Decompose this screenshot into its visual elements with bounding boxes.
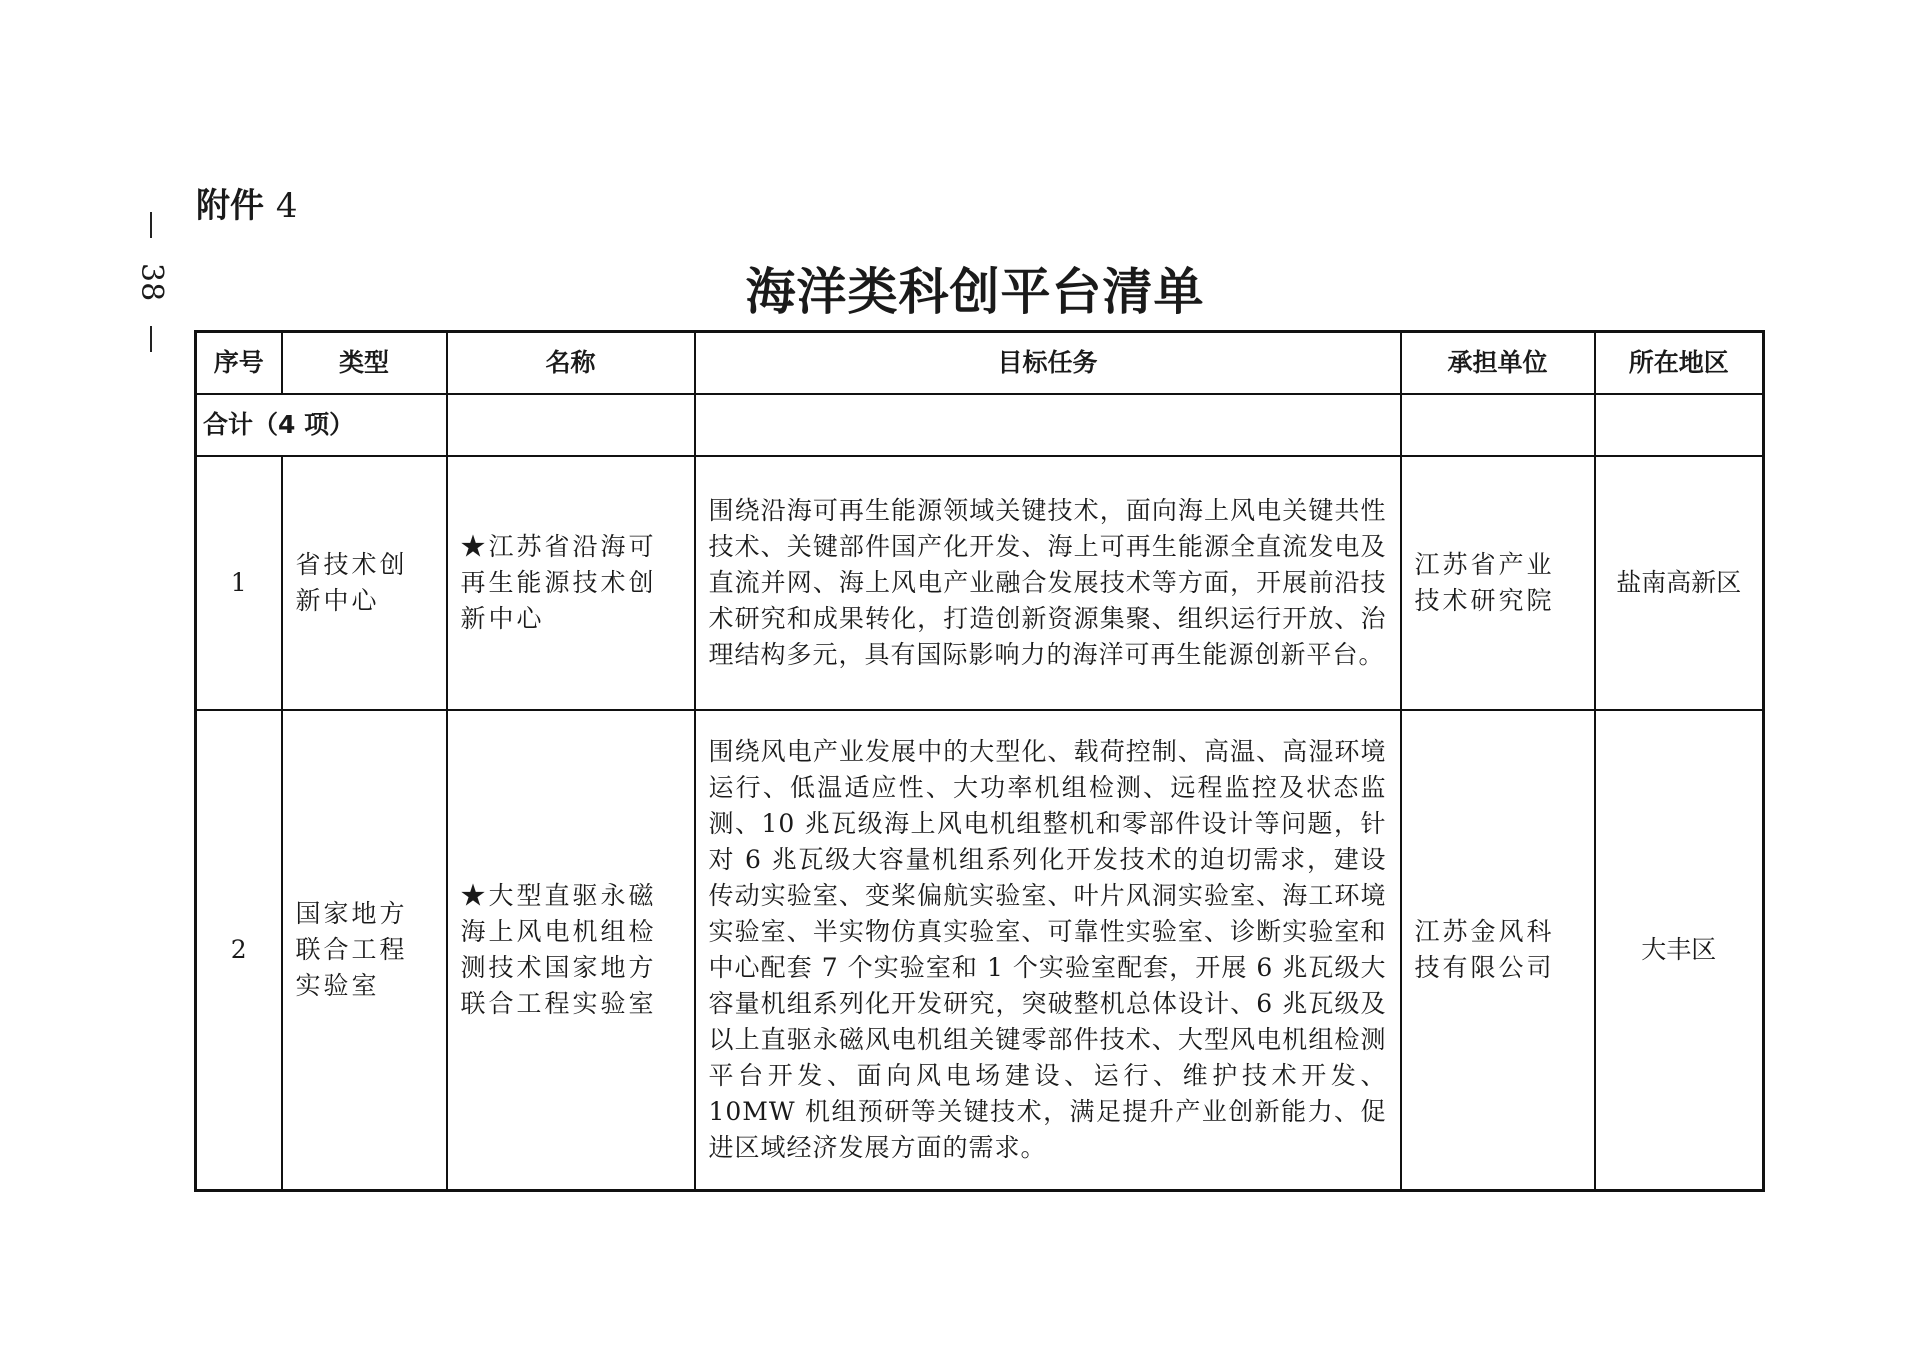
cell-index: 2 <box>196 710 282 1191</box>
cell-unit: 江苏省产业技术研究院 <box>1401 456 1595 710</box>
total-cell-name <box>447 394 695 456</box>
page-number-dash-top <box>150 212 152 238</box>
page-number-dash-bottom <box>150 326 152 352</box>
cell-type: 国家地方联合工程实验室 <box>282 710 447 1191</box>
header-region: 所在地区 <box>1595 332 1764 394</box>
cell-index: 1 <box>196 456 282 710</box>
table-row <box>196 456 1764 710</box>
cell-region: 盐南高新区 <box>1595 456 1764 710</box>
cell-name: ★大型直驱永磁海上风电机组检测技术国家地方联合工程实验室 <box>447 710 695 1191</box>
total-label: 合计（4 项） <box>196 394 447 456</box>
total-cell-region <box>1595 394 1764 456</box>
attachment-label <box>196 178 297 227</box>
table-header-row <box>196 332 1764 394</box>
header-task: 目标任务 <box>695 332 1401 394</box>
platform-table <box>194 330 1765 1192</box>
cell-type: 省技术创新中心 <box>282 456 447 710</box>
cell-region: 大丰区 <box>1595 710 1764 1191</box>
cell-unit: 江苏金风科技有限公司 <box>1401 710 1595 1191</box>
header-name: 名称 <box>447 332 695 394</box>
page-number-value: 38 <box>134 262 169 302</box>
header-unit: 承担单位 <box>1401 332 1595 394</box>
table-row <box>196 710 1764 1191</box>
total-row <box>196 394 1764 456</box>
total-cell-task <box>695 394 1401 456</box>
attachment-number: 4 <box>275 186 298 226</box>
page-title: 海洋类科创平台清单 <box>745 262 1205 321</box>
header-index: 序号 <box>196 332 282 394</box>
cell-task: 围绕风电产业发展中的大型化、载荷控制、高温、高湿环境运行、低温适应性、大功率机组检测、远程监控及状态监测、10 兆瓦级海上风电机组整机和零部件设计等问题，针对 6 兆瓦级大容量机组系列化开发技术的迫切需求，建设传动实验室、变桨偏航实验室、叶片风洞实验室、海工环境实验室、半实物仿真实验室、可靠性实验室、诊断实验室和中心配套 7 个实验室和 1 个实验室配套，开展 6 兆瓦级大容量机组系列化开发研究，突破整机总体设计、6 兆瓦级及以上直驱永磁风电机组关键零部件技术、大型风电机组检测平台开发、面向风电场建设、运行、维护技术开发、10MW 机组预研等关键技术，满足提升产业创新能力、促进区域经济发展方面的需求。 <box>695 710 1401 1191</box>
attachment-text: 附件 <box>196 186 264 226</box>
header-type: 类型 <box>282 332 447 394</box>
cell-name: ★江苏省沿海可再生能源技术创新中心 <box>447 456 695 710</box>
cell-task: 围绕沿海可再生能源领域关键技术，面向海上风电关键共性技术、关键部件国产化开发、海上可再生能源全直流发电及直流并网、海上风电产业融合发展技术等方面，开展前沿技术研究和成果转化，打造创新资源集聚、组织运行开放、治理结构多元，具有国际影响力的海洋可再生能源创新平台。 <box>695 456 1401 710</box>
total-cell-unit <box>1401 394 1595 456</box>
